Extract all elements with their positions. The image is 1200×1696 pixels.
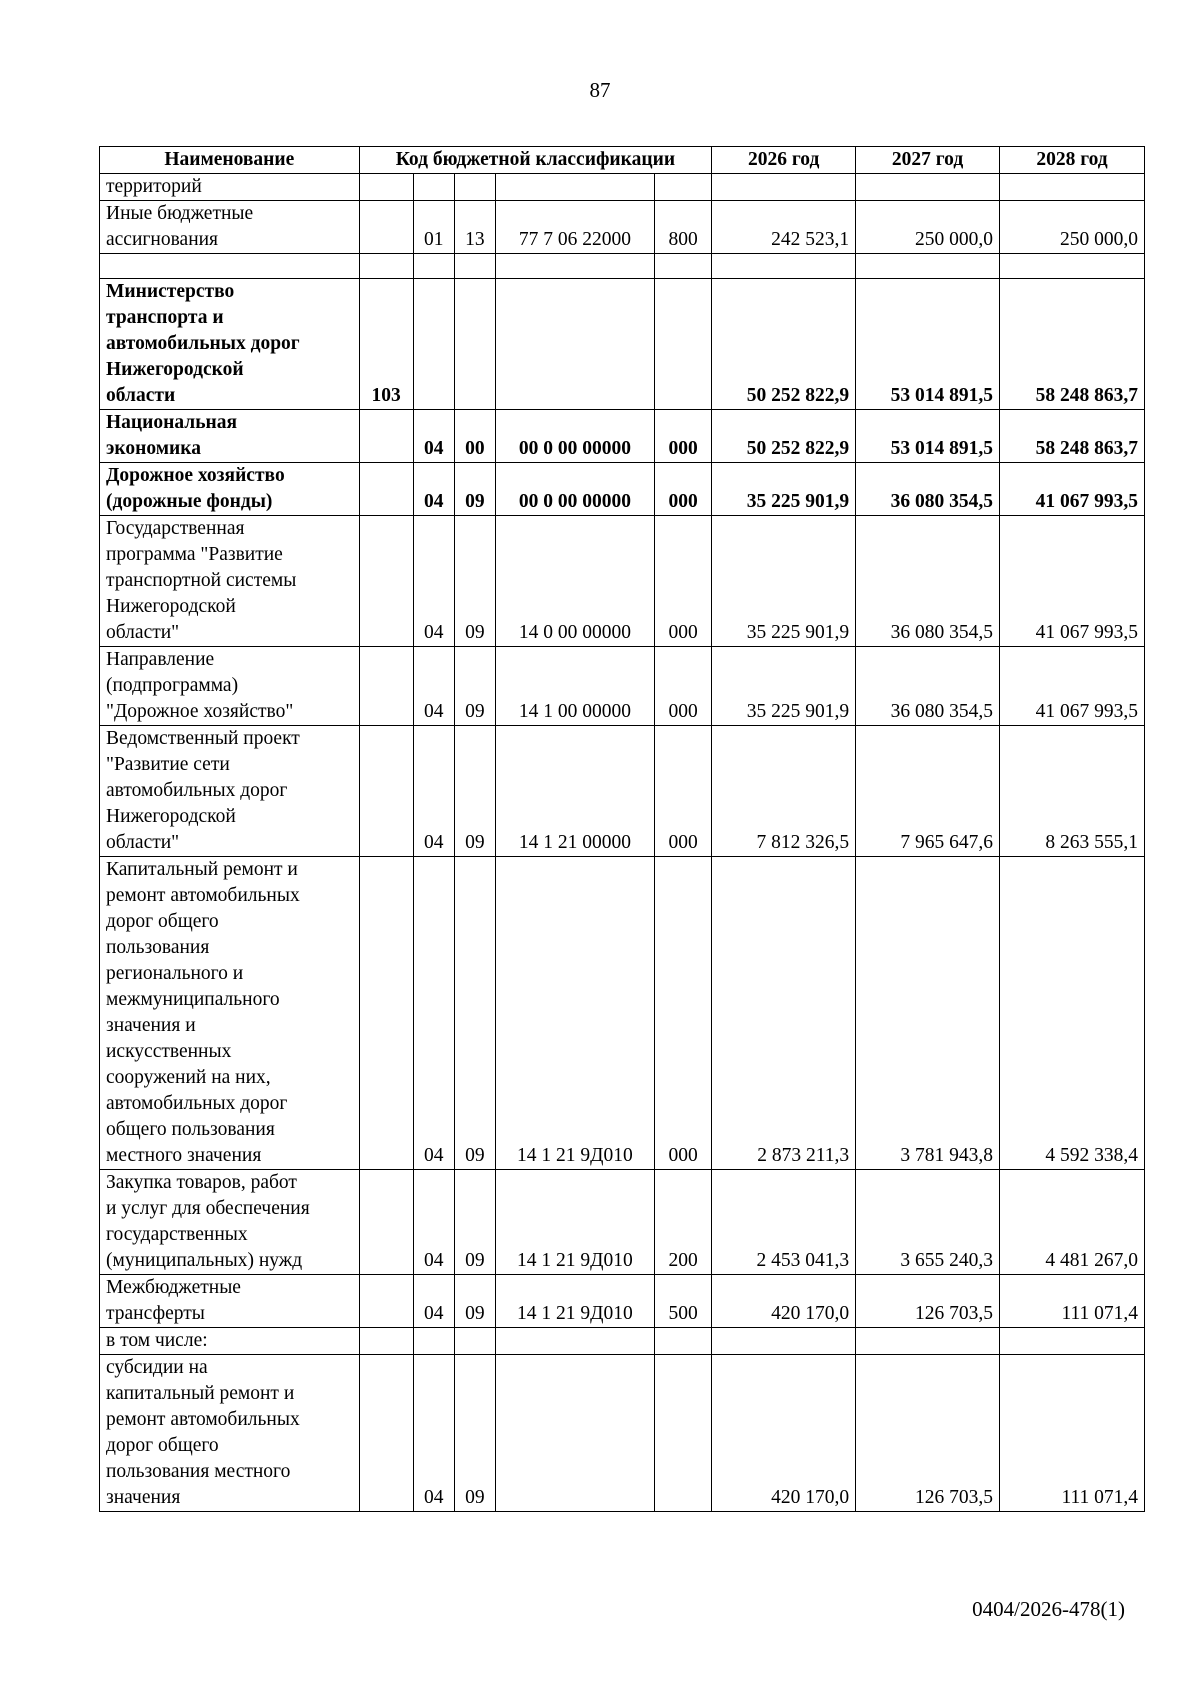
cell-subsection-code (454, 254, 495, 279)
cell-amount-2026 (712, 1328, 856, 1355)
cell-ved-code (359, 857, 413, 1170)
cell-section-code: 04 (413, 516, 454, 647)
cell-ved-code (359, 647, 413, 726)
cell-ved-code (359, 201, 413, 254)
table-row (100, 174, 1145, 201)
cell-target-item-code: 14 1 21 9Д010 (495, 1170, 654, 1275)
cell-amount-2027: 3 655 240,3 (856, 1170, 1000, 1275)
cell-target-item-code: 14 0 00 00000 (495, 516, 654, 647)
table-row (100, 279, 1145, 410)
cell-expense-type-code: 000 (654, 647, 711, 726)
cell-subsection-code: 09 (454, 463, 495, 516)
cell-name: территорий (100, 174, 360, 201)
table-row (100, 1170, 1145, 1275)
table-row (100, 410, 1145, 463)
cell-expense-type-code (654, 279, 711, 410)
table-row (100, 726, 1145, 857)
cell-amount-2027 (856, 254, 1000, 279)
cell-target-item-code: 77 7 06 22000 (495, 201, 654, 254)
cell-ved-code (359, 1355, 413, 1512)
cell-subsection-code: 13 (454, 201, 495, 254)
cell-section-code: 04 (413, 463, 454, 516)
cell-target-item-code (495, 279, 654, 410)
cell-name: Министерство транспорта и автомобильных дорог Нижегородской области (100, 279, 360, 410)
cell-target-item-code: 14 1 21 00000 (495, 726, 654, 857)
cell-name: Национальная экономика (100, 410, 360, 463)
cell-amount-2028: 111 071,4 (999, 1355, 1144, 1512)
cell-expense-type-code: 000 (654, 516, 711, 647)
cell-ved-code (359, 726, 413, 857)
cell-ved-code: 103 (359, 279, 413, 410)
cell-section-code: 04 (413, 1170, 454, 1275)
cell-expense-type-code (654, 1328, 711, 1355)
cell-section-code: 04 (413, 726, 454, 857)
cell-ved-code (359, 516, 413, 647)
cell-target-item-code (495, 174, 654, 201)
cell-amount-2027: 126 703,5 (856, 1355, 1000, 1512)
table-row (100, 516, 1145, 647)
cell-name: Иные бюджетные ассигнования (100, 201, 360, 254)
cell-amount-2027: 3 781 943,8 (856, 857, 1000, 1170)
table-row (100, 1328, 1145, 1355)
cell-section-code (413, 174, 454, 201)
cell-expense-type-code: 000 (654, 410, 711, 463)
cell-subsection-code (454, 279, 495, 410)
cell-amount-2027 (856, 174, 1000, 201)
cell-section-code: 04 (413, 1355, 454, 1512)
header-2027: 2027 год (856, 147, 1000, 174)
cell-section-code (413, 279, 454, 410)
cell-ved-code (359, 1275, 413, 1328)
cell-target-item-code: 00 0 00 00000 (495, 463, 654, 516)
cell-name: Межбюджетные трансферты (100, 1275, 360, 1328)
cell-name: субсидии на капитальный ремонт и ремонт автомобильных дорог общего пользования местного значения (100, 1355, 360, 1512)
cell-target-item-code: 14 1 21 9Д010 (495, 1275, 654, 1328)
cell-section-code: 04 (413, 647, 454, 726)
cell-amount-2027: 126 703,5 (856, 1275, 1000, 1328)
cell-target-item-code: 00 0 00 00000 (495, 410, 654, 463)
cell-amount-2026: 420 170,0 (712, 1355, 856, 1512)
cell-ved-code (359, 463, 413, 516)
cell-section-code (413, 254, 454, 279)
cell-subsection-code (454, 174, 495, 201)
cell-amount-2027 (856, 1328, 1000, 1355)
cell-section-code: 04 (413, 857, 454, 1170)
cell-amount-2027: 250 000,0 (856, 201, 1000, 254)
header-name: Наименование (100, 147, 360, 174)
cell-target-item-code: 14 1 21 9Д010 (495, 857, 654, 1170)
cell-expense-type-code (654, 1355, 711, 1512)
cell-expense-type-code: 200 (654, 1170, 711, 1275)
cell-name: Направление (подпрограмма) "Дорожное хозяйство" (100, 647, 360, 726)
cell-target-item-code (495, 254, 654, 279)
cell-amount-2026: 7 812 326,5 (712, 726, 856, 857)
cell-amount-2026 (712, 174, 856, 201)
header-2026: 2026 год (712, 147, 856, 174)
cell-ved-code (359, 174, 413, 201)
cell-subsection-code: 09 (454, 857, 495, 1170)
cell-name: Дорожное хозяйство (дорожные фонды) (100, 463, 360, 516)
table-row (100, 1355, 1145, 1512)
cell-subsection-code: 09 (454, 516, 495, 647)
cell-target-item-code (495, 1355, 654, 1512)
cell-amount-2028: 8 263 555,1 (999, 726, 1144, 857)
cell-amount-2028: 58 248 863,7 (999, 410, 1144, 463)
cell-amount-2027: 36 080 354,5 (856, 516, 1000, 647)
table-row (100, 254, 1145, 279)
cell-subsection-code: 00 (454, 410, 495, 463)
cell-amount-2026: 35 225 901,9 (712, 463, 856, 516)
cell-amount-2026: 2 453 041,3 (712, 1170, 856, 1275)
cell-section-code: 04 (413, 1275, 454, 1328)
cell-amount-2028 (999, 174, 1144, 201)
cell-expense-type-code (654, 254, 711, 279)
cell-ved-code (359, 254, 413, 279)
header-2028: 2028 год (999, 147, 1144, 174)
cell-expense-type-code: 000 (654, 463, 711, 516)
budget-table (99, 146, 1145, 1512)
cell-amount-2026: 2 873 211,3 (712, 857, 856, 1170)
cell-name: Капитальный ремонт и ремонт автомобильных дорог общего пользования регионального и межмуниципального значения и искусственных сооружений на них, автомобильных дорог общего пользования местного значения (100, 857, 360, 1170)
cell-name (100, 254, 360, 279)
cell-subsection-code: 09 (454, 726, 495, 857)
cell-amount-2026 (712, 254, 856, 279)
cell-amount-2028: 58 248 863,7 (999, 279, 1144, 410)
cell-amount-2027: 7 965 647,6 (856, 726, 1000, 857)
cell-amount-2028: 4 592 338,4 (999, 857, 1144, 1170)
document-code: 0404/2026-478(1) (972, 1597, 1125, 1621)
cell-amount-2028: 4 481 267,0 (999, 1170, 1144, 1275)
cell-ved-code (359, 410, 413, 463)
page-number: 87 (589, 78, 611, 102)
cell-name: в том числе: (100, 1328, 360, 1355)
table-header-row (100, 147, 1145, 174)
cell-amount-2027: 53 014 891,5 (856, 410, 1000, 463)
cell-ved-code (359, 1328, 413, 1355)
cell-expense-type-code: 500 (654, 1275, 711, 1328)
cell-subsection-code (454, 1328, 495, 1355)
cell-amount-2028 (999, 1328, 1144, 1355)
cell-expense-type-code: 800 (654, 201, 711, 254)
table-row (100, 463, 1145, 516)
cell-amount-2028: 41 067 993,5 (999, 647, 1144, 726)
cell-name: Государственная программа "Развитие транспортной системы Нижегородской области" (100, 516, 360, 647)
cell-amount-2028: 250 000,0 (999, 201, 1144, 254)
cell-amount-2026: 50 252 822,9 (712, 279, 856, 410)
cell-expense-type-code: 000 (654, 726, 711, 857)
cell-amount-2026: 242 523,1 (712, 201, 856, 254)
cell-amount-2028: 41 067 993,5 (999, 463, 1144, 516)
cell-amount-2028: 41 067 993,5 (999, 516, 1144, 647)
table-row (100, 201, 1145, 254)
cell-subsection-code: 09 (454, 1355, 495, 1512)
cell-amount-2026: 35 225 901,9 (712, 516, 856, 647)
cell-target-item-code: 14 1 00 00000 (495, 647, 654, 726)
cell-amount-2026: 50 252 822,9 (712, 410, 856, 463)
cell-name: Ведомственный проект "Развитие сети автомобильных дорог Нижегородской области" (100, 726, 360, 857)
cell-section-code (413, 1328, 454, 1355)
header-code: Код бюджетной классификации (359, 147, 712, 174)
cell-section-code: 04 (413, 410, 454, 463)
cell-subsection-code: 09 (454, 647, 495, 726)
cell-subsection-code: 09 (454, 1275, 495, 1328)
cell-amount-2026: 35 225 901,9 (712, 647, 856, 726)
cell-name: Закупка товаров, работ и услуг для обеспечения государственных (муниципальных) нужд (100, 1170, 360, 1275)
cell-amount-2027: 53 014 891,5 (856, 279, 1000, 410)
cell-amount-2028: 111 071,4 (999, 1275, 1144, 1328)
cell-expense-type-code: 000 (654, 857, 711, 1170)
table-row (100, 857, 1145, 1170)
table-body (100, 174, 1145, 1512)
cell-expense-type-code (654, 174, 711, 201)
cell-subsection-code: 09 (454, 1170, 495, 1275)
cell-amount-2027: 36 080 354,5 (856, 647, 1000, 726)
cell-target-item-code (495, 1328, 654, 1355)
cell-amount-2028 (999, 254, 1144, 279)
table-row (100, 647, 1145, 726)
cell-amount-2027: 36 080 354,5 (856, 463, 1000, 516)
table-row (100, 1275, 1145, 1328)
cell-amount-2026: 420 170,0 (712, 1275, 856, 1328)
cell-ved-code (359, 1170, 413, 1275)
cell-section-code: 01 (413, 201, 454, 254)
